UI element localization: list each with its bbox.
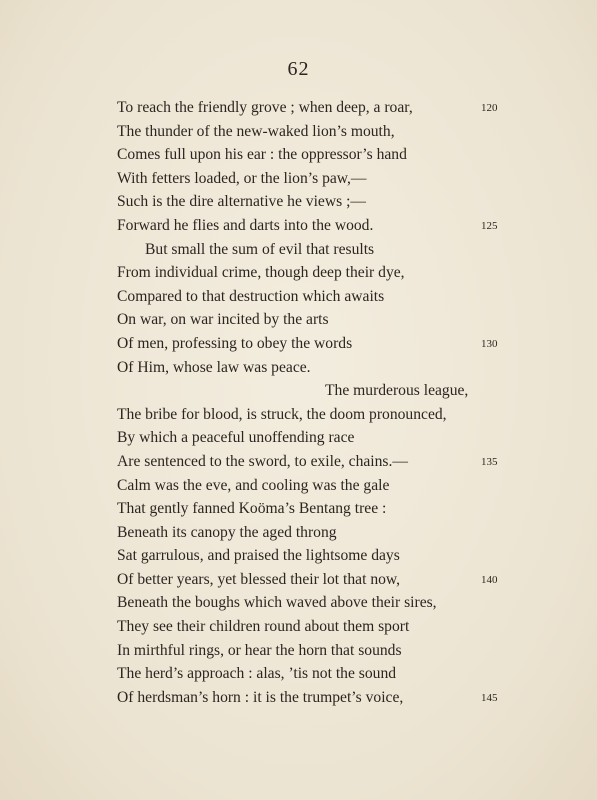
poem-line xyxy=(0,568,597,592)
poem-line-text: From individual crime, though deep their dye, xyxy=(117,264,405,282)
poem-line xyxy=(0,544,597,568)
poem-line xyxy=(0,261,597,285)
poem-line xyxy=(0,356,597,380)
poem-line xyxy=(0,143,597,167)
poem-line xyxy=(0,96,597,120)
poem-line-text: The thunder of the new-waked lion’s mouth, xyxy=(117,122,395,140)
line-number: 140 xyxy=(481,573,498,586)
poem-line-text: Sat garrulous, and praised the lightsome days xyxy=(117,547,400,565)
poem-line-text: In mirthful rings, or hear the horn that sounds xyxy=(117,641,402,659)
poem-line xyxy=(0,474,597,498)
poem-line xyxy=(0,450,597,474)
poem-line xyxy=(0,308,597,332)
poem-line-text: Calm was the eve, and cooling was the gale xyxy=(117,476,390,494)
poem-line-text: The bribe for blood, is struck, the doom pronounced, xyxy=(117,405,447,423)
line-number: 125 xyxy=(481,219,498,232)
poem-line xyxy=(0,332,597,356)
poem-line-text: Of better years, yet blessed their lot that now, xyxy=(117,570,401,588)
poem-line-text: Beneath its canopy the aged throng xyxy=(117,523,337,541)
poem-line xyxy=(0,120,597,144)
line-number: 135 xyxy=(481,455,498,468)
poem-line xyxy=(0,285,597,309)
poem-line xyxy=(0,662,597,686)
poem-line xyxy=(0,238,597,262)
poem-line xyxy=(0,403,597,427)
poem-line-text: With fetters loaded, or the lion’s paw,— xyxy=(117,169,367,187)
poem-line-text: That gently fanned Koöma’s Bentang tree : xyxy=(117,500,387,518)
poem-line-text: Comes full upon his ear : the oppressor’s hand xyxy=(117,146,407,164)
poem-line-text: Of herdsman’s horn : it is the trumpet’s voice, xyxy=(117,688,404,706)
poem-line xyxy=(0,426,597,450)
poem-line xyxy=(0,615,597,639)
poem-line-text: Of men, professing to obey the words xyxy=(117,334,353,352)
poem-line xyxy=(0,521,597,545)
line-number: 145 xyxy=(481,691,498,704)
line-number: 120 xyxy=(481,102,498,114)
page-number: 62 xyxy=(287,58,310,80)
poem-line-text: Are sentenced to the sword, to exile, chains.— xyxy=(117,452,408,470)
poem-line xyxy=(0,167,597,191)
poem-line-text: They see their children round about them sport xyxy=(117,618,410,636)
poem-line-text: Of Him, whose law was peace. xyxy=(117,358,311,376)
poem-line-text: Compared to that destruction which awaits xyxy=(117,287,385,305)
poem-line-text: The murderous league, xyxy=(325,382,469,400)
poem-line xyxy=(0,497,597,521)
poem-line xyxy=(0,379,597,403)
poem-line xyxy=(0,686,597,710)
poem-line-text: On war, on war incited by the arts xyxy=(117,311,329,329)
poem-lines xyxy=(0,96,597,709)
poem-line-text: Such is the dire alternative he views ;— xyxy=(117,193,366,211)
poem-line xyxy=(0,214,597,238)
poem-line-text: Beneath the boughs which waved above their sires, xyxy=(117,594,437,612)
poem-line xyxy=(0,639,597,663)
poem-line xyxy=(0,190,597,214)
poem-line-text: To reach the friendly grove ; when deep, a roar, xyxy=(117,99,413,116)
poem-line-text: But small the sum of evil that results xyxy=(145,240,375,258)
poem-line-text: By which a peaceful unoffending race xyxy=(117,429,355,447)
poem-line-text: The herd’s approach : alas, ’tis not the sound xyxy=(117,665,397,683)
poem-line xyxy=(0,591,597,615)
line-number: 130 xyxy=(481,337,498,350)
poem-line-text: Forward he flies and darts into the wood. xyxy=(117,216,374,234)
